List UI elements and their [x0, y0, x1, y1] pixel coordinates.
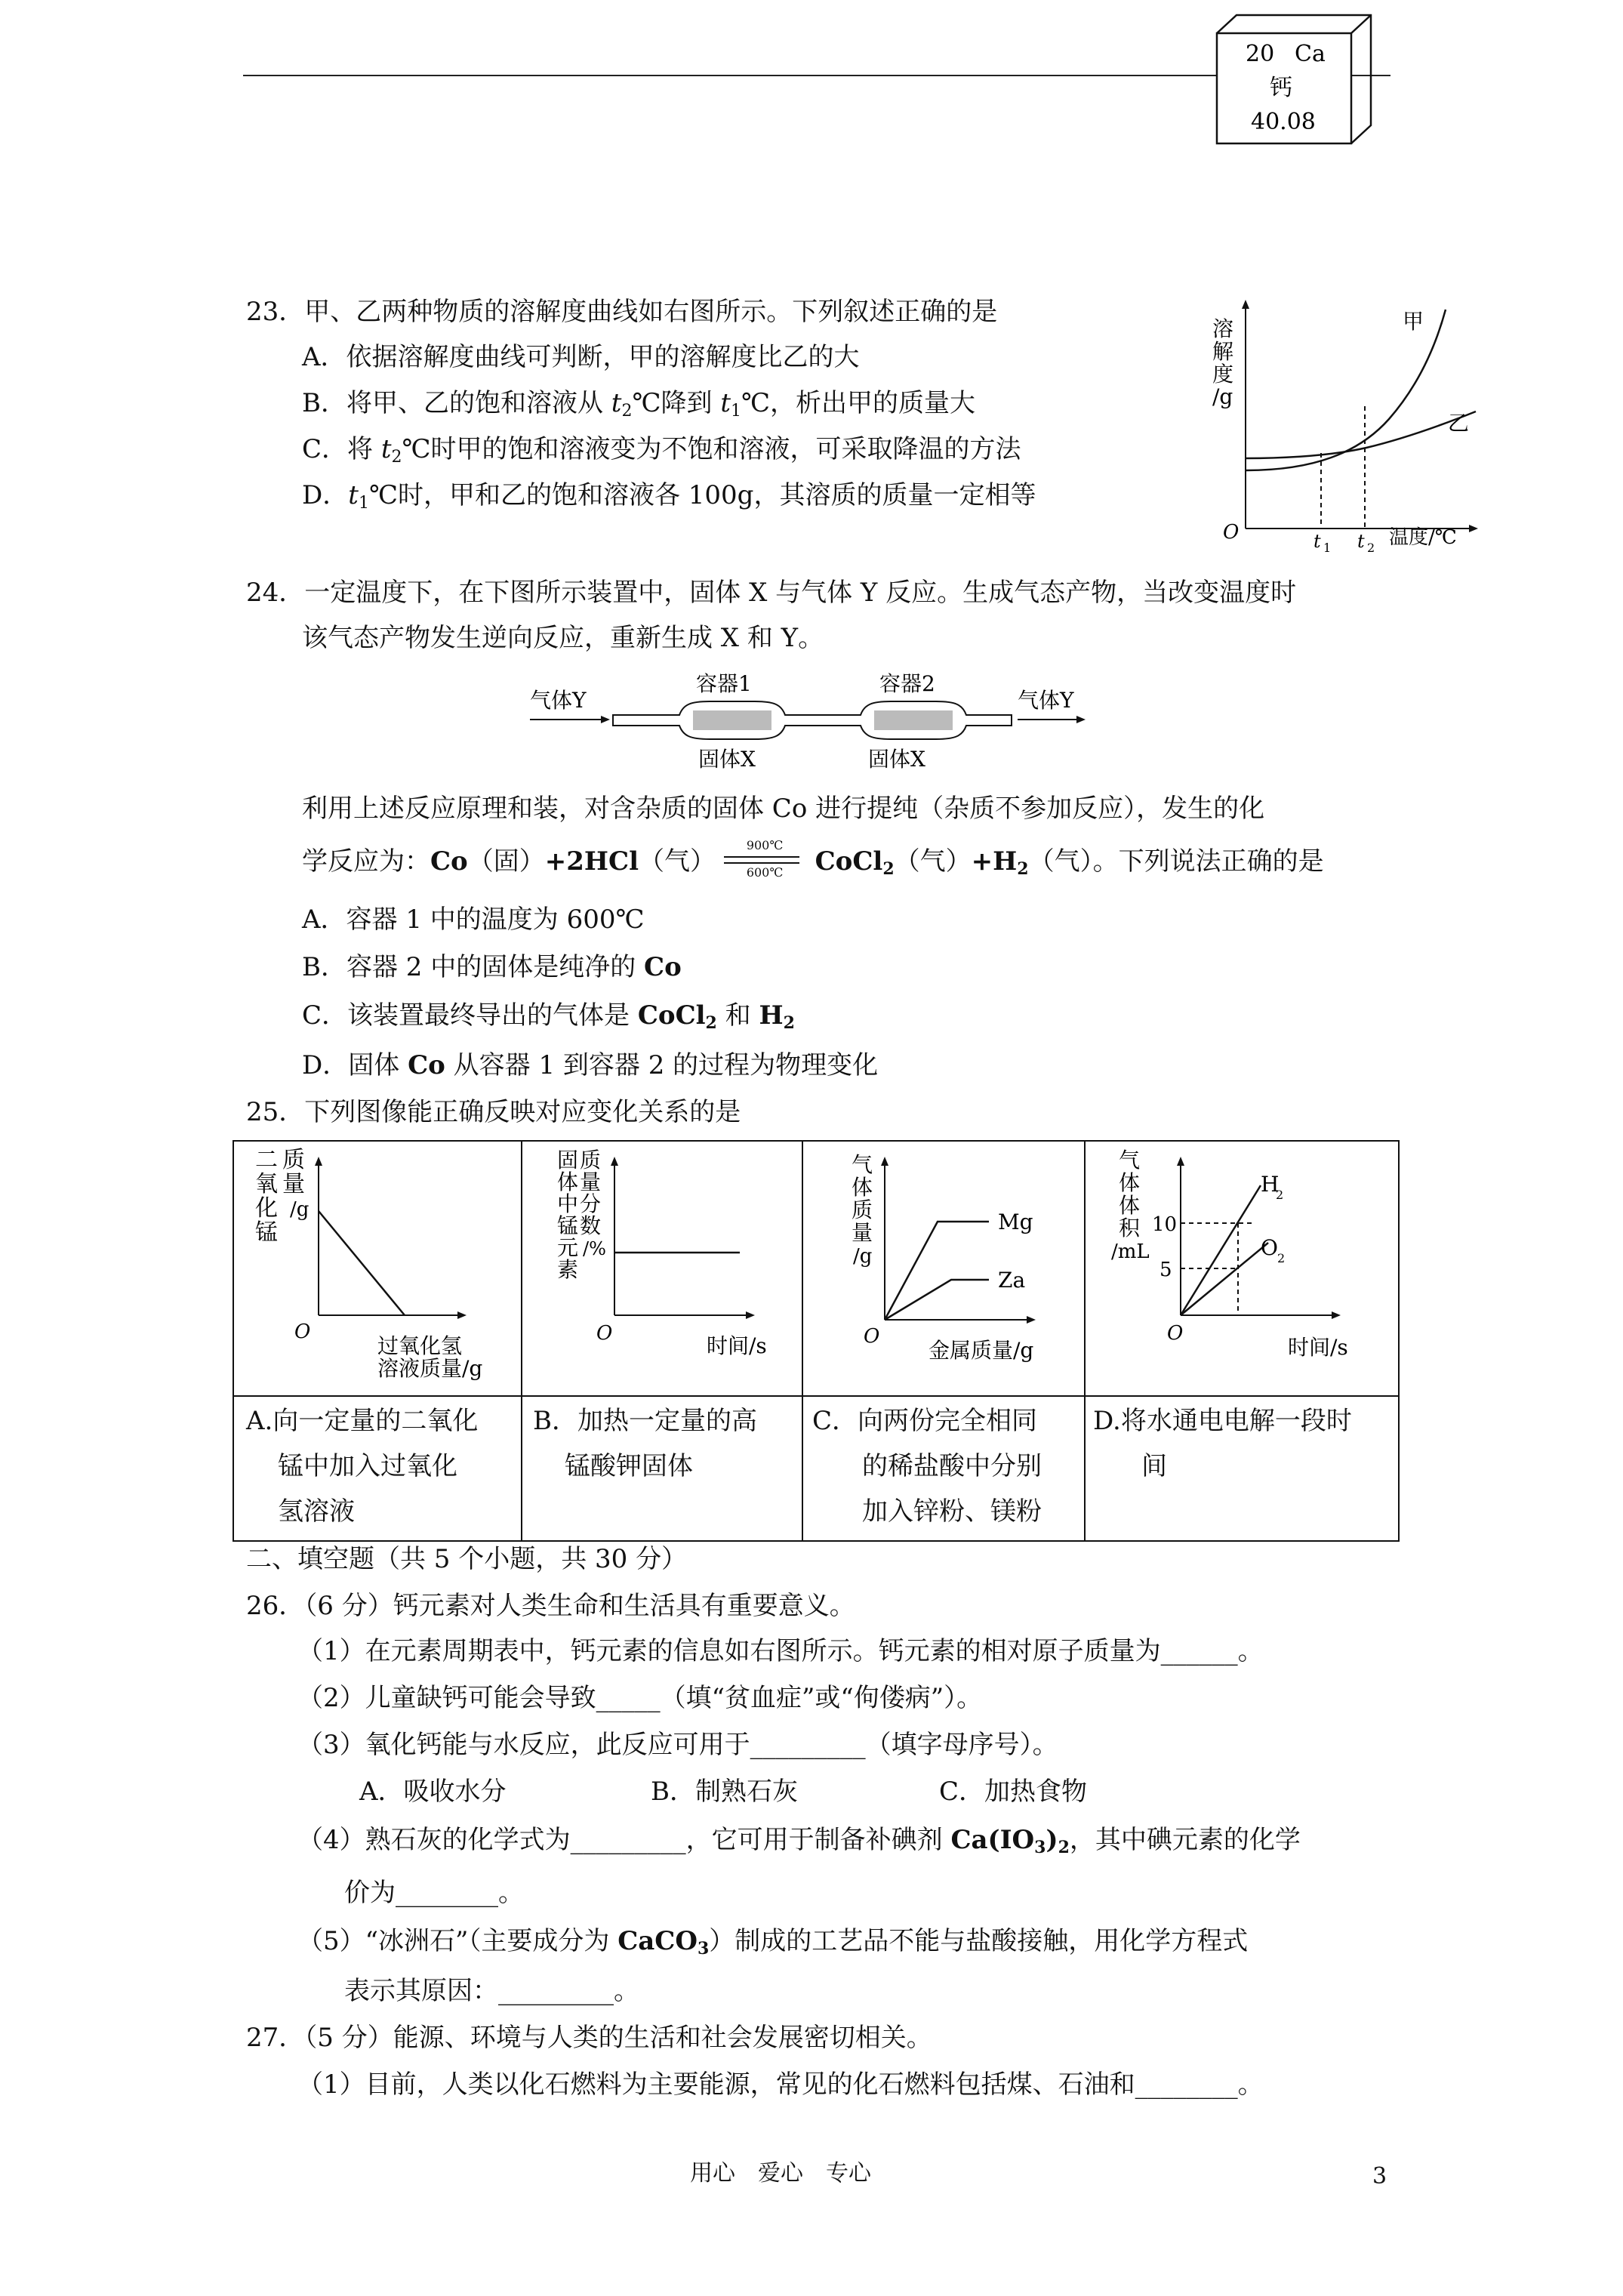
q25-graph-a-line [319, 1211, 405, 1315]
q26-line-4: （4）熟石灰的化学式为_________，它可用于制备补碘剂 $Ca(IO_3)_2$，其中碘元素的化学 [297, 1825, 1301, 1857]
q25-graph-d-o2 [1181, 1243, 1268, 1315]
q23-option-c: C．将 $t_2℃$时甲的饱和溶液变为不饱和溶液，可采取降温的方法 [302, 434, 1021, 467]
svg-text:10: 10 [1152, 1213, 1178, 1236]
q23-stem: 23．甲、乙两种物质的溶解度曲线如右图所示。下列叙述正确的是 [246, 297, 998, 327]
q26-option-c: C．加热食物 [939, 1777, 1088, 1807]
q26-line-1: （1）在元素周期表中，钙元素的信息如右图所示。钙元素的相对原子质量为______。 [297, 1636, 1264, 1666]
footer-motto: 用心 爱心 专心 [690, 2160, 871, 2187]
q27-stem: 27．（5 分）能源、环境与人类的生活和社会发展密切相关。 [246, 2023, 932, 2053]
q24-option-a: A．容器 1 中的温度为 600℃ [302, 905, 645, 935]
svg-text:中: 中 [557, 1191, 579, 1216]
element-name: 钙 [1270, 75, 1292, 101]
q26-line-5b: 表示其原因：_________。 [344, 1976, 639, 2006]
svg-text:分: 分 [580, 1191, 602, 1216]
svg-text:体: 体 [852, 1175, 873, 1200]
svg-text:/g: /g [853, 1245, 873, 1268]
svg-text:容器1: 容器1 [696, 671, 752, 696]
q23-curve-yi [1246, 411, 1476, 458]
q23-option-a: A．依据溶解度曲线可判断，甲的溶解度比乙的大 [302, 342, 860, 372]
q26-stem: 26．（6 分）钙元素对人类生命和生活具有重要意义。 [246, 1591, 855, 1621]
q23-ylabel-0: 溶 [1212, 316, 1234, 341]
q24-text-1: 利用上述反应原理和装，对含杂质的固体 Co 进行提纯（杂质不参加反应），发生的化 [302, 794, 1265, 824]
svg-text:氧: 氧 [255, 1171, 278, 1197]
svg-text:2: 2 [1276, 1188, 1284, 1202]
svg-text:气体Y: 气体Y [530, 688, 587, 713]
svg-text:体: 体 [1119, 1193, 1141, 1218]
svg-text:溶液质量/g: 溶液质量/g [377, 1356, 483, 1381]
svg-text:O: O [1167, 1322, 1184, 1345]
q27-line-1: （1）目前，人类以化石燃料为主要能源，常见的化石燃料包括煤、石油和________。 [297, 2069, 1264, 2100]
svg-text:气: 气 [1119, 1148, 1141, 1173]
element-symbol: Ca [1295, 41, 1326, 67]
q23-yi-label: 乙 [1448, 411, 1470, 436]
svg-text:H: H [1261, 1172, 1280, 1197]
svg-text:5: 5 [1160, 1259, 1172, 1281]
svg-text:固体X: 固体X [698, 747, 756, 772]
q23-ylabel-3: /g [1212, 384, 1233, 409]
svg-text:气: 气 [852, 1152, 873, 1177]
svg-text:体: 体 [1119, 1170, 1141, 1195]
svg-text:体: 体 [557, 1170, 579, 1194]
q23-option-b: B．将甲、乙的饱和溶液从 $t_2℃$降到 $t_1℃$，析出甲的质量大 [302, 388, 976, 421]
q26-option-b: B．制熟石灰 [651, 1777, 798, 1807]
q24-option-d: D．固体 Co 从容器 1 到容器 2 的过程为物理变化 [302, 1050, 879, 1080]
svg-text:素: 素 [557, 1257, 579, 1282]
q25-graph-c-mg [885, 1222, 989, 1320]
svg-text:t: t [1357, 531, 1365, 552]
q26-line-5: （5）“冰洲石”（主要成分为 CaCO$_3$）制成的工艺品不能与盐酸接触，用化学方程式 [297, 1926, 1249, 1959]
svg-text:质: 质 [852, 1197, 873, 1222]
q25-graph-c-zn [885, 1280, 989, 1320]
svg-text:t: t [1313, 531, 1321, 552]
svg-text:金属质量/g: 金属质量/g [929, 1338, 1034, 1363]
svg-text:化: 化 [255, 1195, 278, 1222]
svg-text:O: O [294, 1321, 311, 1343]
element-box [1208, 14, 1389, 149]
q23-ylabel-2: 度 [1212, 362, 1234, 387]
svg-text:数: 数 [580, 1213, 602, 1238]
q25-stem: 25．下列图像能正确反映对应变化关系的是 [246, 1097, 741, 1127]
svg-text:量: 量 [852, 1220, 873, 1245]
svg-text:量: 量 [282, 1171, 305, 1197]
svg-text:Mg: Mg [998, 1210, 1033, 1234]
q24-stem-1: 24．一定温度下，在下图所示装置中，固体 X 与气体 Y 反应。生成气态产物，当改变温度时 [246, 578, 1297, 608]
element-mass: 40.08 [1251, 109, 1316, 135]
svg-text:O: O [864, 1325, 880, 1348]
svg-text:固: 固 [557, 1148, 579, 1173]
svg-text:固体X: 固体X [868, 747, 925, 772]
q26-line-2: （2）儿童缺钙可能会导致_____（填“贫血症”或“佝偻病”）。 [297, 1683, 983, 1713]
svg-text:过氧化氢: 过氧化氢 [377, 1333, 463, 1358]
q25-graph-d-h2 [1181, 1185, 1261, 1315]
q26-option-a: A．吸收水分 [359, 1777, 507, 1807]
q23-origin: O [1223, 521, 1240, 544]
svg-text:质: 质 [580, 1148, 602, 1173]
svg-text:元: 元 [557, 1235, 579, 1260]
q24-equation: 学反应为：Co（固）+2HCl（气） $\frac{900℃}{600℃}$ CoCl$_2$（气）$+H_2$（气）。下列说法正确的是 [302, 838, 1324, 880]
q23-ylabel-1: 解 [1212, 339, 1234, 364]
svg-text:/mL: /mL [1111, 1240, 1150, 1263]
svg-text:质: 质 [282, 1147, 305, 1173]
q26-line-4b: 价为________。 [344, 1878, 524, 1908]
element-number: 20 [1246, 41, 1275, 67]
svg-text:2: 2 [1277, 1251, 1286, 1265]
svg-text:锰: 锰 [557, 1213, 579, 1238]
svg-text:量: 量 [580, 1170, 602, 1194]
svg-text:/%: /% [583, 1238, 606, 1259]
svg-text:2: 2 [1367, 541, 1375, 555]
svg-text:气体Y: 气体Y [1018, 688, 1074, 713]
svg-text:/g: /g [290, 1198, 310, 1221]
svg-text:O: O [596, 1322, 613, 1345]
svg-text:积: 积 [1119, 1216, 1141, 1240]
q25-graph-b [522, 1142, 802, 1394]
svg-text:时间/s: 时间/s [1288, 1335, 1348, 1360]
q26-line-3: （3）氧化钙能与水反应，此反应可用于_________（填字母序号）。 [297, 1730, 1058, 1760]
q24-option-b: B．容器 2 中的固体是纯净的 Co [302, 952, 682, 982]
q25-graph-a [234, 1142, 519, 1394]
svg-text:容器2: 容器2 [879, 671, 935, 696]
svg-text:1: 1 [1323, 541, 1332, 555]
page-number: 3 [1372, 2163, 1387, 2190]
svg-text:锰: 锰 [255, 1219, 278, 1246]
svg-text:Za: Za [998, 1268, 1026, 1293]
q23-option-d: D．$t_1℃$时，甲和乙的饱和溶液各 100g，其溶质的质量一定相等 [302, 480, 1036, 513]
svg-text:时间/s: 时间/s [707, 1333, 767, 1358]
svg-text:O: O [1261, 1235, 1278, 1260]
q25-graph-d [1086, 1142, 1398, 1394]
q24-apparatus [528, 668, 1102, 781]
q25-graph-c [803, 1142, 1084, 1394]
q23-jia-label: 甲 [1403, 309, 1424, 334]
q24-option-c: C．该装置最终导出的气体是 CoCl$_2$ 和 $H_2$ [302, 1000, 795, 1033]
section-2-heading: 二、填空题（共 5 个小题，共 30 分） [246, 1544, 688, 1574]
q23-xlabel: 温度/℃ [1389, 526, 1457, 549]
q24-stem-2: 该气态产物发生逆向反应，重新生成 X 和 Y。 [302, 623, 824, 653]
svg-text:二: 二 [255, 1147, 278, 1173]
q23-solubility-graph [1200, 298, 1487, 555]
